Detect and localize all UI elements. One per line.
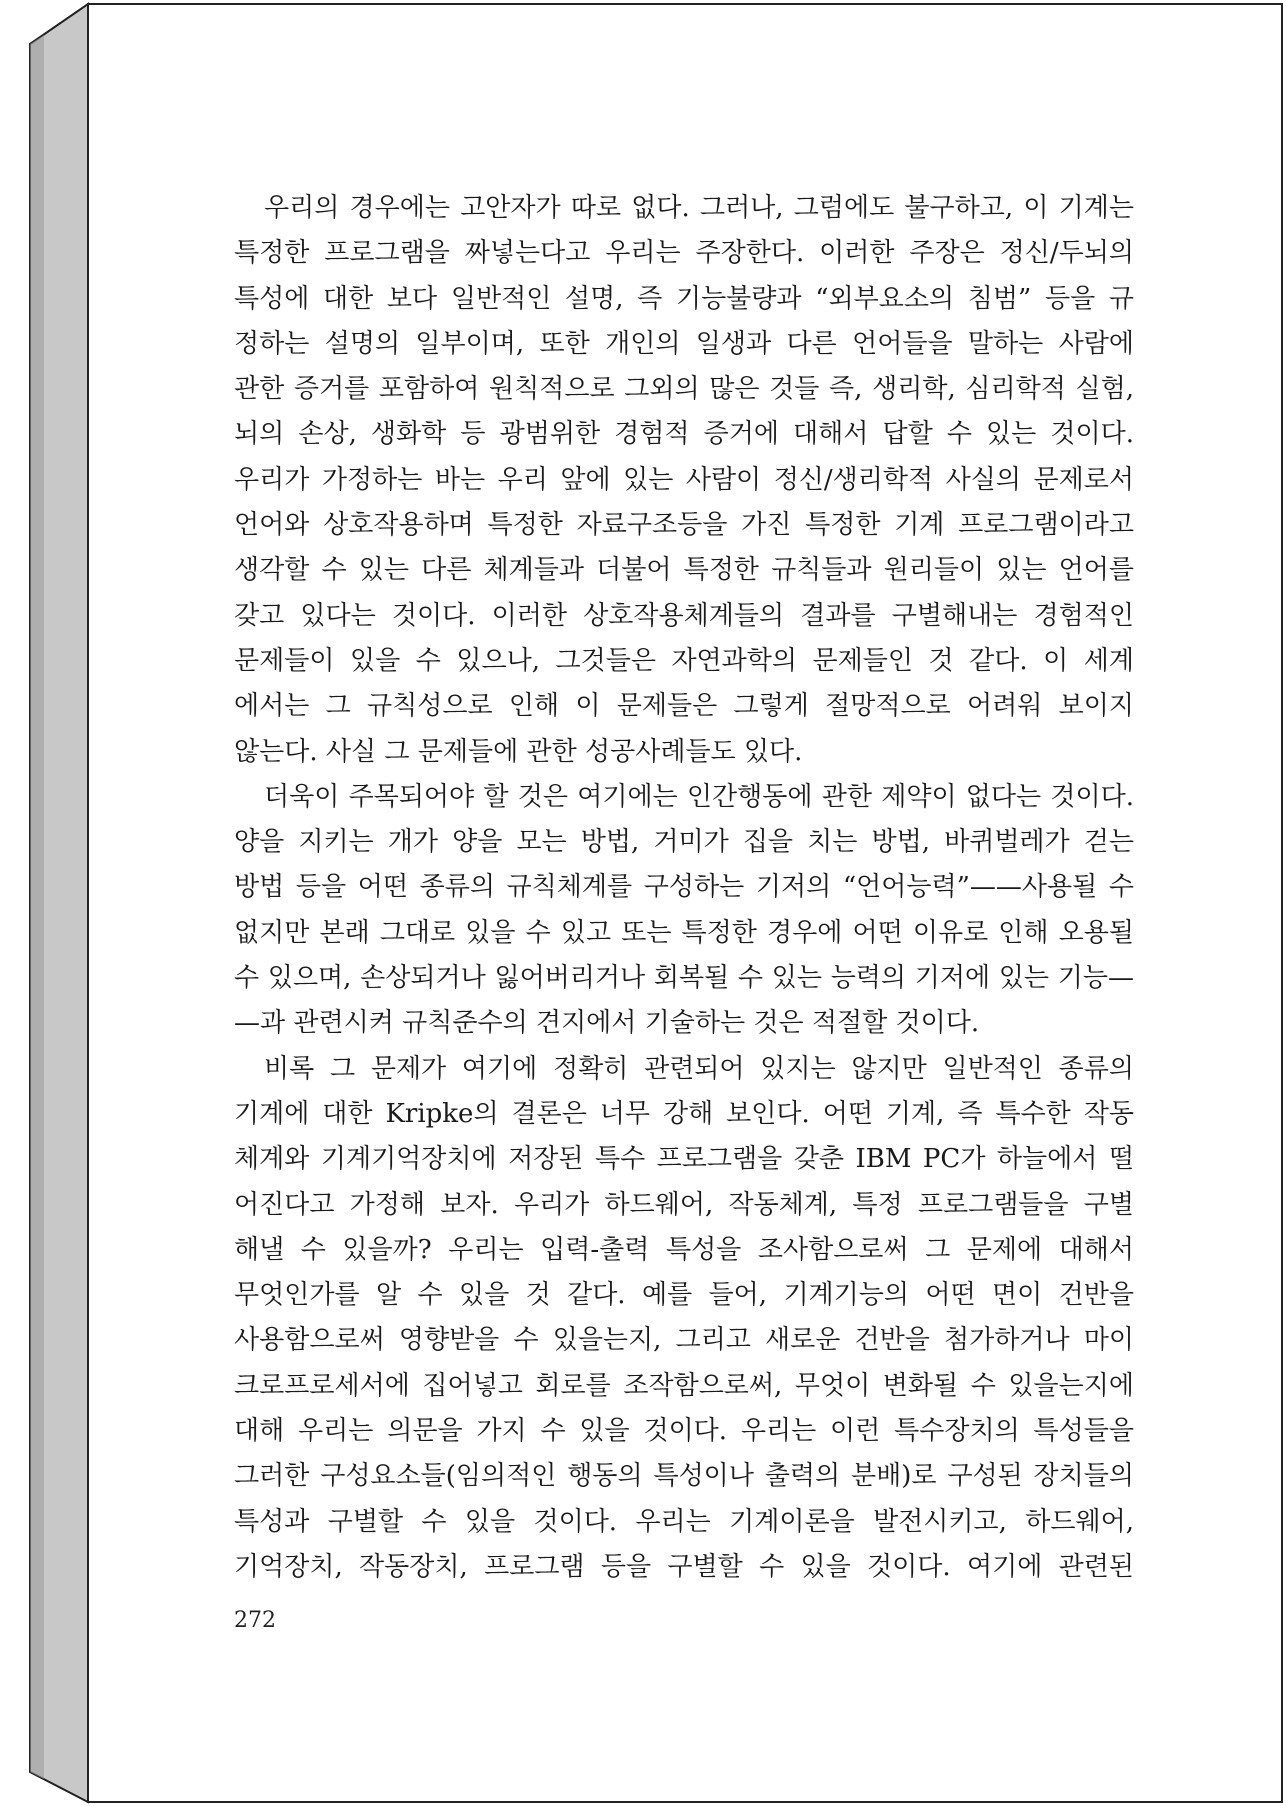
text-line: 더욱이 주목되어야 할 것은 여기에는 인간행동에 관한 제약이 없다는 것이다. bbox=[264, 781, 1134, 812]
page-number: 272 bbox=[234, 1608, 276, 1633]
text-line: 방법 등을 어떤 종류의 규칙체계를 구성하는 기저의 “언어능력”——사용될 수 bbox=[234, 872, 1134, 903]
text-line: 어진다고 가정해 보자. 우리가 하드웨어, 작동체계, 특정 프로그램들을 구별 bbox=[234, 1189, 1134, 1220]
text-line: 대해 우리는 의문을 가지 수 있을 것이다. 우리는 이런 특수장치의 특성들을 bbox=[234, 1416, 1134, 1447]
text-line: 기계에 대한 Kripke의 결론은 너무 강해 보인다. 어떤 기계, 즉 특수한 작동 bbox=[234, 1098, 1134, 1129]
text-line: 비록 그 문제가 여기에 정확히 관련되어 있지는 않지만 일반적인 종류의 bbox=[264, 1053, 1134, 1084]
body-text bbox=[234, 186, 1134, 1590]
text-line: 수 있으며, 손상되거나 잃어버리거나 회복될 수 있는 능력의 기저에 있는 기능— bbox=[234, 963, 1134, 994]
text-line: 언어와 상호작용하며 특정한 자료구조등을 가진 특정한 기계 프로그램이라고 bbox=[234, 510, 1134, 541]
text-line: 관한 증거를 포함하여 원칙적으로 그외의 많은 것들 즉, 생리학, 심리학적 실험, bbox=[234, 374, 1134, 405]
text-line: 없지만 본래 그대로 있을 수 있고 또는 특정한 경우에 어떤 이유로 인해 오용될 bbox=[234, 917, 1134, 948]
paragraph-3 bbox=[234, 1047, 1134, 1591]
text-line: 에서는 그 규칙성으로 인해 이 문제들은 그렇게 절망적으로 어려워 보이지 bbox=[234, 691, 1134, 722]
paragraph-1 bbox=[234, 186, 1134, 775]
paragraph-2 bbox=[234, 775, 1134, 1047]
text-line: 문제들이 있을 수 있으나, 그것들은 자연과학의 문제들인 것 같다. 이 세계 bbox=[234, 645, 1134, 676]
text-line: 특성과 구별할 수 있을 것이다. 우리는 기계이론을 발전시키고, 하드웨어, bbox=[234, 1506, 1134, 1537]
text-line: —과 관련시켜 규칙준수의 견지에서 기술하는 것은 적절할 것이다. bbox=[234, 1008, 980, 1039]
text-line: 생각할 수 있는 다른 체계들과 더불어 특정한 규칙들과 원리들이 있는 언어를 bbox=[234, 555, 1134, 586]
text-line: 기억장치, 작동장치, 프로그램 등을 구별할 수 있을 것이다. 여기에 관련된 bbox=[234, 1551, 1134, 1582]
text-line: 체계와 기계기억장치에 저장된 특수 프로그램을 갖춘 IBM PC가 하늘에서 떨 bbox=[234, 1144, 1134, 1175]
text-line: 양을 지키는 개가 양을 모는 방법, 거미가 집을 치는 방법, 바퀴벌레가 걷는 bbox=[234, 827, 1134, 858]
text-line: 우리의 경우에는 고안자가 따로 없다. 그러나, 그럼에도 불구하고, 이 기계는 bbox=[264, 193, 1134, 223]
text-line: 특성에 대한 보다 일반적인 설명, 즉 기능불량과 “외부요소의 침범” 등을 규 bbox=[234, 283, 1134, 314]
text-line: 정하는 설명의 일부이며, 또한 개인의 일생과 다른 언어들을 말하는 사람에 bbox=[234, 328, 1134, 359]
text-line: 그러한 구성요소들(임의적인 행동의 특성이나 출력의 분배)로 구성된 장치들의 bbox=[234, 1461, 1134, 1492]
text-line: 우리가 가정하는 바는 우리 앞에 있는 사람이 정신/생리학적 사실의 문제로서 bbox=[234, 464, 1134, 495]
text-line: 갖고 있다는 것이다. 이러한 상호작용체계들의 결과를 구별해내는 경험적인 bbox=[234, 600, 1134, 631]
text-line: 무엇인가를 알 수 있을 것 같다. 예를 들어, 기계기능의 어떤 면이 건반을 bbox=[234, 1280, 1134, 1311]
text-line: 않는다. 사실 그 문제들에 관한 성공사례들도 있다. bbox=[234, 736, 803, 767]
book-spine-shade bbox=[30, 35, 44, 1779]
text-line: 사용함으로써 영향받을 수 있을는지, 그리고 새로운 건반을 첨가하거나 마이 bbox=[234, 1325, 1134, 1356]
text-line: 해낼 수 있을까? 우리는 입력-출력 특성을 조사함으로써 그 문제에 대해서 bbox=[234, 1234, 1134, 1265]
text-line: 크로프로세서에 집어넣고 회로를 조작함으로써, 무엇이 변화될 수 있을는지에 bbox=[234, 1370, 1134, 1401]
text-line: 뇌의 손상, 생화학 등 광범위한 경험적 증거에 대해서 답할 수 있는 것이다. bbox=[234, 419, 1134, 450]
text-line: 특정한 프로그램을 짜넣는다고 우리는 주장한다. 이러한 주장은 정신/두뇌의 bbox=[234, 238, 1134, 269]
